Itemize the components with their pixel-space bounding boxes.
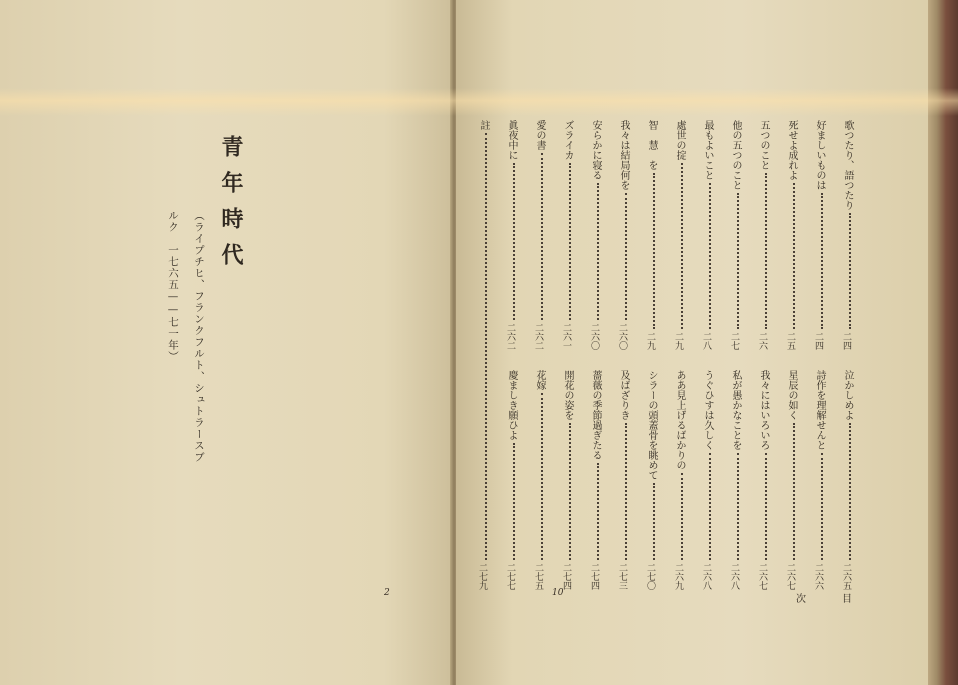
subtitle-line-1: （ライプチヒ、フランクフルト、シュトラースブ	[193, 210, 205, 463]
toc-page-lower: 二七七	[505, 563, 515, 590]
toc-leader-lower	[597, 463, 599, 560]
toc-leader-lower	[737, 453, 739, 560]
toc-title-upper: 愛の書	[534, 120, 545, 150]
toc-leader-lower	[849, 423, 851, 560]
toc-page-upper: 二八	[701, 332, 711, 350]
toc-entry	[476, 120, 496, 590]
toc-page-lower: 二六六	[813, 563, 823, 590]
toc-leader-lower	[625, 423, 627, 560]
toc-entry	[672, 120, 692, 590]
toc-leader-upper	[569, 163, 571, 320]
toc-leader-lower	[569, 423, 571, 560]
toc-title-lower: 我々にはいろいろ	[758, 370, 769, 450]
toc-title-lower: 慶ましき願ひよ	[506, 370, 517, 440]
toc-leader-upper	[849, 213, 851, 329]
toc-title-lower: 及ばざりき	[618, 370, 629, 420]
toc-entry	[644, 120, 664, 590]
toc-leader-lower	[793, 423, 795, 560]
toc-title-upper: ズライカ	[562, 120, 573, 160]
toc-page-upper: 二九	[673, 332, 683, 350]
toc-title-lower: 詩作を理解せんと	[814, 370, 825, 450]
toc-leader-upper	[597, 183, 599, 320]
header-right: 目	[842, 594, 852, 605]
toc-page-upper: 二六二	[505, 323, 515, 350]
toc-title-upper: 歌つたり、語つたり	[842, 120, 853, 210]
toc-leader-upper	[737, 193, 739, 329]
toc-page-upper: 二九	[645, 332, 655, 350]
toc-leader-upper	[681, 163, 683, 329]
left-page	[0, 0, 452, 685]
toc-title-lower: 開花の姿を	[562, 370, 573, 420]
header-left: 次	[796, 594, 806, 605]
right-page	[456, 0, 928, 685]
toc-title-upper: 處世の掟	[674, 120, 685, 160]
toc-title-upper: 最もよいこと	[702, 120, 713, 180]
toc-leader-lower	[541, 393, 543, 560]
toc-leader-lower	[765, 453, 767, 560]
toc-entry	[812, 120, 832, 590]
toc-page-upper: 二六〇	[589, 323, 599, 350]
book-edge	[928, 0, 958, 685]
right-page-number: 10	[552, 588, 564, 598]
toc-entry	[532, 120, 552, 590]
subtitle-line-2: ルク 一七六五——七一年）	[167, 210, 179, 363]
toc-entry	[616, 120, 636, 590]
toc-leader-lower	[653, 483, 655, 560]
toc-entry	[728, 120, 748, 590]
toc-title-lower: 泣かしめよ	[842, 370, 853, 420]
toc-entry	[700, 120, 720, 590]
section-title: 青年時代	[218, 135, 244, 279]
toc-page-lower: 二七四	[589, 563, 599, 590]
toc-title-upper: 智 慧 を	[646, 120, 657, 170]
toc-title-upper: 安らかに寝る	[590, 120, 601, 180]
toc-title-upper: 註	[478, 120, 489, 130]
left-page-number: 2	[384, 588, 390, 598]
toc-page-lower: 二七〇	[645, 563, 655, 590]
toc-page-lower: 二七四	[561, 563, 571, 590]
toc-title-lower: 薔薇の季節過ぎたる	[590, 370, 601, 460]
toc-leader-lower	[513, 443, 515, 560]
toc-leader-lower	[681, 473, 683, 560]
toc-entry	[504, 120, 524, 590]
toc-page-lower: 二七九	[477, 563, 487, 590]
toc-page-upper: 二四	[841, 332, 851, 350]
toc-title-lower: ああ見上げるばかりの	[674, 370, 685, 470]
toc-entry	[840, 120, 860, 590]
toc-page-lower: 二六九	[673, 563, 683, 590]
toc-leader-lower	[821, 453, 823, 560]
toc-page-lower: 二七三	[617, 563, 627, 590]
toc-page-lower: 二七五	[533, 563, 543, 590]
toc-leader-lower	[485, 133, 487, 560]
toc-leader-upper	[821, 193, 823, 329]
toc-leader-upper	[793, 183, 795, 329]
toc-page-upper: 二六〇	[617, 323, 627, 350]
toc-title-lower: 花嫁	[534, 370, 545, 390]
toc-title-lower: 私が愚かなことを	[730, 370, 741, 450]
toc-page-lower: 二六八	[701, 563, 711, 590]
toc-page-upper: 二五	[785, 332, 795, 350]
toc-title-lower: シラーの頭蓋骨を眺めて	[646, 370, 657, 480]
toc-title-upper: 眞夜中に	[506, 120, 517, 160]
toc-leader-upper	[709, 183, 711, 329]
toc-page-lower: 二六五	[841, 563, 851, 590]
toc-leader-upper	[765, 173, 767, 329]
toc-entry	[784, 120, 804, 590]
toc-title-upper: 他の五つのこと	[730, 120, 741, 190]
toc-leader-upper	[625, 193, 627, 320]
toc-page-lower: 二六八	[729, 563, 739, 590]
toc-title-lower: うぐひすは久しく	[702, 370, 713, 450]
toc-leader-upper	[653, 173, 655, 329]
toc-title-lower: 星辰の如く	[786, 370, 797, 420]
toc-entry	[588, 120, 608, 590]
toc-title-upper: 我々は結局何を	[618, 120, 629, 190]
toc-page-upper: 二六一	[561, 323, 571, 350]
toc-title-upper: 好ましいものは	[814, 120, 825, 190]
toc-page-upper: 二六二	[533, 323, 543, 350]
toc-page-upper: 二七	[729, 332, 739, 350]
toc-leader-lower	[709, 453, 711, 560]
toc-leader-upper	[541, 153, 543, 320]
toc-entry	[560, 120, 580, 590]
toc-leader-upper	[513, 163, 515, 320]
toc-title-upper: 死せよ成れよ	[786, 120, 797, 180]
toc-page-upper: 二四	[813, 332, 823, 350]
toc-entry	[756, 120, 776, 590]
toc-page-upper: 二六	[757, 332, 767, 350]
toc-page-lower: 二六七	[785, 563, 795, 590]
toc-page-lower: 二六七	[757, 563, 767, 590]
toc-title-upper: 五つのこと	[758, 120, 769, 170]
